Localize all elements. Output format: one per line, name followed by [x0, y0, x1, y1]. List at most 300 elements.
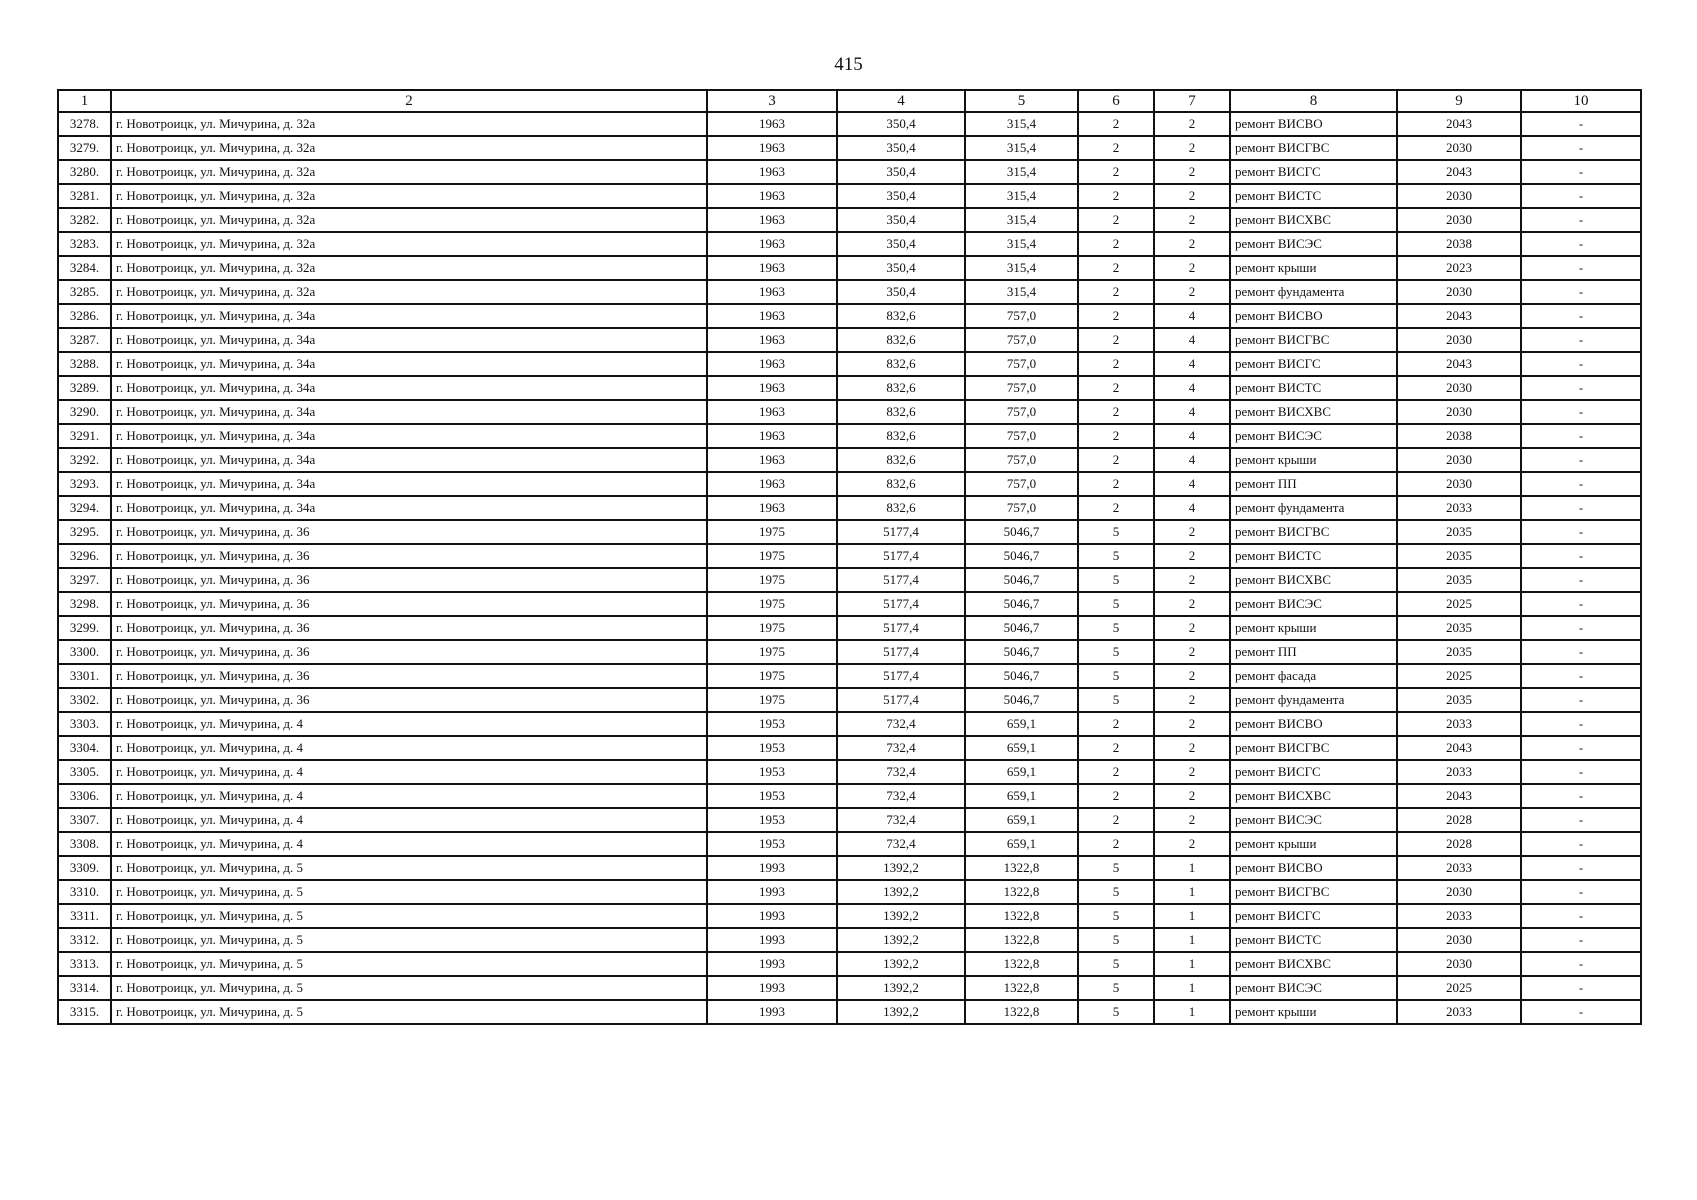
planned-year-cell: 2030 — [1397, 952, 1521, 976]
entrances-cell: 1 — [1154, 928, 1230, 952]
total-area-cell: 732,4 — [837, 832, 965, 856]
address-cell: г. Новотроицк, ул. Мичурина, д. 5 — [111, 904, 707, 928]
living-area-cell: 5046,7 — [965, 688, 1078, 712]
address-cell: г. Новотроицк, ул. Мичурина, д. 34а — [111, 304, 707, 328]
work-type-cell: ремонт ВИСВО — [1230, 304, 1397, 328]
table-row — [58, 400, 1641, 424]
year-cell: 1975 — [707, 520, 837, 544]
work-type-cell: ремонт ВИСТС — [1230, 544, 1397, 568]
work-type-cell: ремонт ВИСХВС — [1230, 400, 1397, 424]
table-row — [58, 376, 1641, 400]
work-type-cell: ремонт ПП — [1230, 472, 1397, 496]
column-header-5: 5 — [965, 90, 1078, 112]
address-cell: г. Новотроицк, ул. Мичурина, д. 5 — [111, 880, 707, 904]
table-row — [58, 184, 1641, 208]
floors-cell: 2 — [1078, 832, 1154, 856]
planned-year-cell: 2043 — [1397, 160, 1521, 184]
row-number-cell: 3285. — [58, 280, 111, 304]
work-type-cell: ремонт крыши — [1230, 616, 1397, 640]
living-area-cell: 315,4 — [965, 256, 1078, 280]
year-cell: 1963 — [707, 160, 837, 184]
row-number-cell: 3297. — [58, 568, 111, 592]
floors-cell: 2 — [1078, 232, 1154, 256]
total-area-cell: 350,4 — [837, 184, 965, 208]
table-body — [58, 112, 1641, 1024]
table-row — [58, 712, 1641, 736]
row-number-cell: 3296. — [58, 544, 111, 568]
entrances-cell: 2 — [1154, 640, 1230, 664]
year-cell: 1975 — [707, 616, 837, 640]
table-row — [58, 760, 1641, 784]
floors-cell: 2 — [1078, 760, 1154, 784]
row-number-cell: 3292. — [58, 448, 111, 472]
living-area-cell: 5046,7 — [965, 664, 1078, 688]
note-cell: - — [1521, 472, 1641, 496]
row-number-cell: 3287. — [58, 328, 111, 352]
planned-year-cell: 2033 — [1397, 856, 1521, 880]
total-area-cell: 832,6 — [837, 448, 965, 472]
living-area-cell: 1322,8 — [965, 952, 1078, 976]
year-cell: 1963 — [707, 472, 837, 496]
entrances-cell: 4 — [1154, 376, 1230, 400]
living-area-cell: 757,0 — [965, 496, 1078, 520]
table-row — [58, 544, 1641, 568]
planned-year-cell: 2030 — [1397, 328, 1521, 352]
living-area-cell: 5046,7 — [965, 616, 1078, 640]
year-cell: 1963 — [707, 184, 837, 208]
table-row — [58, 112, 1641, 136]
living-area-cell: 315,4 — [965, 208, 1078, 232]
living-area-cell: 315,4 — [965, 160, 1078, 184]
note-cell: - — [1521, 736, 1641, 760]
row-number-cell: 3283. — [58, 232, 111, 256]
floors-cell: 2 — [1078, 208, 1154, 232]
floors-cell: 5 — [1078, 856, 1154, 880]
total-area-cell: 5177,4 — [837, 640, 965, 664]
address-cell: г. Новотроицк, ул. Мичурина, д. 36 — [111, 544, 707, 568]
planned-year-cell: 2035 — [1397, 616, 1521, 640]
entrances-cell: 2 — [1154, 688, 1230, 712]
address-cell: г. Новотроицк, ул. Мичурина, д. 36 — [111, 664, 707, 688]
planned-year-cell: 2025 — [1397, 592, 1521, 616]
planned-year-cell: 2030 — [1397, 136, 1521, 160]
year-cell: 1993 — [707, 904, 837, 928]
floors-cell: 2 — [1078, 184, 1154, 208]
entrances-cell: 2 — [1154, 712, 1230, 736]
note-cell: - — [1521, 808, 1641, 832]
year-cell: 1963 — [707, 376, 837, 400]
row-number-cell: 3309. — [58, 856, 111, 880]
table-row — [58, 352, 1641, 376]
row-number-cell: 3312. — [58, 928, 111, 952]
planned-year-cell: 2033 — [1397, 712, 1521, 736]
table-row — [58, 880, 1641, 904]
entrances-cell: 2 — [1154, 832, 1230, 856]
total-area-cell: 5177,4 — [837, 568, 965, 592]
floors-cell: 5 — [1078, 640, 1154, 664]
row-number-cell: 3282. — [58, 208, 111, 232]
table-row — [58, 328, 1641, 352]
year-cell: 1953 — [707, 760, 837, 784]
total-area-cell: 732,4 — [837, 760, 965, 784]
entrances-cell: 2 — [1154, 520, 1230, 544]
address-cell: г. Новотроицк, ул. Мичурина, д. 32а — [111, 160, 707, 184]
total-area-cell: 350,4 — [837, 136, 965, 160]
entrances-cell: 4 — [1154, 400, 1230, 424]
floors-cell: 2 — [1078, 256, 1154, 280]
floors-cell: 2 — [1078, 304, 1154, 328]
address-cell: г. Новотроицк, ул. Мичурина, д. 32а — [111, 136, 707, 160]
total-area-cell: 1392,2 — [837, 976, 965, 1000]
work-type-cell: ремонт фундамента — [1230, 688, 1397, 712]
column-header-1: 1 — [58, 90, 111, 112]
living-area-cell: 757,0 — [965, 352, 1078, 376]
living-area-cell: 757,0 — [965, 376, 1078, 400]
floors-cell: 2 — [1078, 808, 1154, 832]
floors-cell: 5 — [1078, 664, 1154, 688]
total-area-cell: 832,6 — [837, 400, 965, 424]
entrances-cell: 1 — [1154, 952, 1230, 976]
year-cell: 1953 — [707, 832, 837, 856]
column-header-8: 8 — [1230, 90, 1397, 112]
note-cell: - — [1521, 352, 1641, 376]
planned-year-cell: 2028 — [1397, 808, 1521, 832]
table-row — [58, 688, 1641, 712]
row-number-cell: 3298. — [58, 592, 111, 616]
address-cell: г. Новотроицк, ул. Мичурина, д. 4 — [111, 832, 707, 856]
floors-cell: 5 — [1078, 568, 1154, 592]
total-area-cell: 5177,4 — [837, 616, 965, 640]
entrances-cell: 4 — [1154, 328, 1230, 352]
living-area-cell: 315,4 — [965, 184, 1078, 208]
living-area-cell: 5046,7 — [965, 544, 1078, 568]
planned-year-cell: 2033 — [1397, 904, 1521, 928]
planned-year-cell: 2038 — [1397, 424, 1521, 448]
floors-cell: 5 — [1078, 904, 1154, 928]
entrances-cell: 2 — [1154, 544, 1230, 568]
total-area-cell: 350,4 — [837, 256, 965, 280]
row-number-cell: 3304. — [58, 736, 111, 760]
work-type-cell: ремонт ВИСГВС — [1230, 136, 1397, 160]
address-cell: г. Новотроицк, ул. Мичурина, д. 34а — [111, 424, 707, 448]
work-type-cell: ремонт крыши — [1230, 256, 1397, 280]
total-area-cell: 5177,4 — [837, 688, 965, 712]
living-area-cell: 1322,8 — [965, 928, 1078, 952]
planned-year-cell: 2035 — [1397, 640, 1521, 664]
note-cell: - — [1521, 304, 1641, 328]
work-type-cell: ремонт фасада — [1230, 664, 1397, 688]
total-area-cell: 350,4 — [837, 160, 965, 184]
living-area-cell: 1322,8 — [965, 1000, 1078, 1024]
total-area-cell: 832,6 — [837, 376, 965, 400]
entrances-cell: 2 — [1154, 136, 1230, 160]
entrances-cell: 2 — [1154, 592, 1230, 616]
work-type-cell: ремонт ВИСЭС — [1230, 424, 1397, 448]
table-row — [58, 1000, 1641, 1024]
row-number-cell: 3310. — [58, 880, 111, 904]
planned-year-cell: 2043 — [1397, 112, 1521, 136]
year-cell: 1953 — [707, 808, 837, 832]
row-number-cell: 3284. — [58, 256, 111, 280]
total-area-cell: 1392,2 — [837, 856, 965, 880]
table-row — [58, 616, 1641, 640]
year-cell: 1963 — [707, 256, 837, 280]
living-area-cell: 659,1 — [965, 712, 1078, 736]
address-cell: г. Новотроицк, ул. Мичурина, д. 34а — [111, 448, 707, 472]
table-row — [58, 568, 1641, 592]
floors-cell: 5 — [1078, 1000, 1154, 1024]
total-area-cell: 832,6 — [837, 304, 965, 328]
entrances-cell: 2 — [1154, 256, 1230, 280]
table-row — [58, 136, 1641, 160]
year-cell: 1963 — [707, 304, 837, 328]
year-cell: 1975 — [707, 688, 837, 712]
row-number-cell: 3302. — [58, 688, 111, 712]
year-cell: 1953 — [707, 784, 837, 808]
year-cell: 1963 — [707, 448, 837, 472]
living-area-cell: 5046,7 — [965, 592, 1078, 616]
note-cell: - — [1521, 136, 1641, 160]
note-cell: - — [1521, 256, 1641, 280]
floors-cell: 2 — [1078, 472, 1154, 496]
planned-year-cell: 2043 — [1397, 304, 1521, 328]
note-cell: - — [1521, 712, 1641, 736]
total-area-cell: 732,4 — [837, 784, 965, 808]
note-cell: - — [1521, 496, 1641, 520]
header-row — [58, 90, 1641, 112]
total-area-cell: 5177,4 — [837, 544, 965, 568]
row-number-cell: 3314. — [58, 976, 111, 1000]
entrances-cell: 2 — [1154, 616, 1230, 640]
planned-year-cell: 2030 — [1397, 280, 1521, 304]
note-cell: - — [1521, 616, 1641, 640]
planned-year-cell: 2035 — [1397, 568, 1521, 592]
table-row — [58, 808, 1641, 832]
floors-cell: 5 — [1078, 592, 1154, 616]
year-cell: 1963 — [707, 400, 837, 424]
note-cell: - — [1521, 1000, 1641, 1024]
note-cell: - — [1521, 664, 1641, 688]
address-cell: г. Новотроицк, ул. Мичурина, д. 34а — [111, 352, 707, 376]
column-header-2: 2 — [111, 90, 707, 112]
total-area-cell: 832,6 — [837, 472, 965, 496]
work-type-cell: ремонт ВИСГС — [1230, 160, 1397, 184]
planned-year-cell: 2025 — [1397, 664, 1521, 688]
entrances-cell: 4 — [1154, 352, 1230, 376]
row-number-cell: 3278. — [58, 112, 111, 136]
year-cell: 1993 — [707, 928, 837, 952]
total-area-cell: 5177,4 — [837, 664, 965, 688]
total-area-cell: 350,4 — [837, 232, 965, 256]
entrances-cell: 1 — [1154, 1000, 1230, 1024]
address-cell: г. Новотроицк, ул. Мичурина, д. 36 — [111, 640, 707, 664]
note-cell: - — [1521, 976, 1641, 1000]
floors-cell: 2 — [1078, 448, 1154, 472]
year-cell: 1953 — [707, 712, 837, 736]
row-number-cell: 3301. — [58, 664, 111, 688]
work-type-cell: ремонт ВИСГВС — [1230, 880, 1397, 904]
row-number-cell: 3289. — [58, 376, 111, 400]
planned-year-cell: 2030 — [1397, 880, 1521, 904]
planned-year-cell: 2025 — [1397, 976, 1521, 1000]
planned-year-cell: 2030 — [1397, 928, 1521, 952]
entrances-cell: 2 — [1154, 280, 1230, 304]
year-cell: 1975 — [707, 664, 837, 688]
total-area-cell: 1392,2 — [837, 880, 965, 904]
year-cell: 1993 — [707, 952, 837, 976]
living-area-cell: 757,0 — [965, 472, 1078, 496]
note-cell: - — [1521, 208, 1641, 232]
table-row — [58, 520, 1641, 544]
address-cell: г. Новотроицк, ул. Мичурина, д. 4 — [111, 784, 707, 808]
total-area-cell: 1392,2 — [837, 928, 965, 952]
row-number-cell: 3306. — [58, 784, 111, 808]
row-number-cell: 3280. — [58, 160, 111, 184]
floors-cell: 2 — [1078, 400, 1154, 424]
living-area-cell: 757,0 — [965, 448, 1078, 472]
living-area-cell: 1322,8 — [965, 904, 1078, 928]
year-cell: 1963 — [707, 352, 837, 376]
address-cell: г. Новотроицк, ул. Мичурина, д. 34а — [111, 328, 707, 352]
planned-year-cell: 2033 — [1397, 760, 1521, 784]
year-cell: 1975 — [707, 640, 837, 664]
floors-cell: 2 — [1078, 496, 1154, 520]
floors-cell: 5 — [1078, 544, 1154, 568]
work-type-cell: ремонт ВИСВО — [1230, 112, 1397, 136]
living-area-cell: 659,1 — [965, 784, 1078, 808]
total-area-cell: 350,4 — [837, 208, 965, 232]
note-cell: - — [1521, 592, 1641, 616]
living-area-cell: 315,4 — [965, 112, 1078, 136]
column-header-9: 9 — [1397, 90, 1521, 112]
year-cell: 1963 — [707, 232, 837, 256]
planned-year-cell: 2030 — [1397, 472, 1521, 496]
work-type-cell: ремонт ВИСТС — [1230, 184, 1397, 208]
column-header-7: 7 — [1154, 90, 1230, 112]
work-type-cell: ремонт ВИСЭС — [1230, 976, 1397, 1000]
year-cell: 1953 — [707, 736, 837, 760]
entrances-cell: 4 — [1154, 304, 1230, 328]
planned-year-cell: 2043 — [1397, 736, 1521, 760]
work-type-cell: ремонт ВИСЭС — [1230, 232, 1397, 256]
work-type-cell: ремонт ВИСГС — [1230, 904, 1397, 928]
address-cell: г. Новотроицк, ул. Мичурина, д. 5 — [111, 952, 707, 976]
total-area-cell: 732,4 — [837, 808, 965, 832]
table-row — [58, 904, 1641, 928]
row-number-cell: 3281. — [58, 184, 111, 208]
year-cell: 1975 — [707, 544, 837, 568]
entrances-cell: 2 — [1154, 184, 1230, 208]
entrances-cell: 1 — [1154, 880, 1230, 904]
address-cell: г. Новотроицк, ул. Мичурина, д. 34а — [111, 496, 707, 520]
table-row — [58, 448, 1641, 472]
floors-cell: 2 — [1078, 784, 1154, 808]
row-number-cell: 3307. — [58, 808, 111, 832]
entrances-cell: 1 — [1154, 856, 1230, 880]
address-cell: г. Новотроицк, ул. Мичурина, д. 5 — [111, 976, 707, 1000]
note-cell: - — [1521, 784, 1641, 808]
work-type-cell: ремонт ВИСЭС — [1230, 808, 1397, 832]
table-row — [58, 952, 1641, 976]
year-cell: 1963 — [707, 112, 837, 136]
entrances-cell: 2 — [1154, 568, 1230, 592]
address-cell: г. Новотроицк, ул. Мичурина, д. 34а — [111, 376, 707, 400]
total-area-cell: 1392,2 — [837, 1000, 965, 1024]
note-cell: - — [1521, 184, 1641, 208]
work-type-cell: ремонт ВИСХВС — [1230, 952, 1397, 976]
planned-year-cell: 2035 — [1397, 688, 1521, 712]
note-cell: - — [1521, 520, 1641, 544]
row-number-cell: 3295. — [58, 520, 111, 544]
row-number-cell: 3315. — [58, 1000, 111, 1024]
table-row — [58, 736, 1641, 760]
floors-cell: 2 — [1078, 424, 1154, 448]
entrances-cell: 2 — [1154, 808, 1230, 832]
table-row — [58, 208, 1641, 232]
table-row — [58, 424, 1641, 448]
row-number-cell: 3290. — [58, 400, 111, 424]
year-cell: 1963 — [707, 424, 837, 448]
table-row — [58, 784, 1641, 808]
address-cell: г. Новотроицк, ул. Мичурина, д. 36 — [111, 568, 707, 592]
living-area-cell: 659,1 — [965, 832, 1078, 856]
floors-cell: 2 — [1078, 352, 1154, 376]
address-cell: г. Новотроицк, ул. Мичурина, д. 32а — [111, 280, 707, 304]
work-type-cell: ремонт ВИСХВС — [1230, 784, 1397, 808]
row-number-cell: 3303. — [58, 712, 111, 736]
table-row — [58, 856, 1641, 880]
note-cell: - — [1521, 424, 1641, 448]
address-cell: г. Новотроицк, ул. Мичурина, д. 4 — [111, 736, 707, 760]
address-cell: г. Новотроицк, ул. Мичурина, д. 34а — [111, 472, 707, 496]
column-header-3: 3 — [707, 90, 837, 112]
note-cell: - — [1521, 880, 1641, 904]
year-cell: 1993 — [707, 880, 837, 904]
living-area-cell: 315,4 — [965, 232, 1078, 256]
total-area-cell: 832,6 — [837, 424, 965, 448]
living-area-cell: 659,1 — [965, 736, 1078, 760]
entrances-cell: 4 — [1154, 448, 1230, 472]
entrances-cell: 2 — [1154, 232, 1230, 256]
table-row — [58, 232, 1641, 256]
planned-year-cell: 2033 — [1397, 496, 1521, 520]
entrances-cell: 2 — [1154, 112, 1230, 136]
note-cell: - — [1521, 280, 1641, 304]
planned-year-cell: 2033 — [1397, 1000, 1521, 1024]
floors-cell: 2 — [1078, 712, 1154, 736]
total-area-cell: 5177,4 — [837, 592, 965, 616]
year-cell: 1993 — [707, 976, 837, 1000]
year-cell: 1963 — [707, 328, 837, 352]
row-number-cell: 3294. — [58, 496, 111, 520]
living-area-cell: 5046,7 — [965, 520, 1078, 544]
total-area-cell: 5177,4 — [837, 520, 965, 544]
column-header-4: 4 — [837, 90, 965, 112]
planned-year-cell: 2038 — [1397, 232, 1521, 256]
floors-cell: 2 — [1078, 160, 1154, 184]
row-number-cell: 3286. — [58, 304, 111, 328]
address-cell: г. Новотроицк, ул. Мичурина, д. 5 — [111, 928, 707, 952]
note-cell: - — [1521, 376, 1641, 400]
work-type-cell: ремонт ВИСЭС — [1230, 592, 1397, 616]
year-cell: 1975 — [707, 592, 837, 616]
entrances-cell: 1 — [1154, 904, 1230, 928]
entrances-cell: 2 — [1154, 160, 1230, 184]
total-area-cell: 832,6 — [837, 328, 965, 352]
year-cell: 1963 — [707, 208, 837, 232]
work-type-cell: ремонт ВИСТС — [1230, 376, 1397, 400]
floors-cell: 5 — [1078, 688, 1154, 712]
